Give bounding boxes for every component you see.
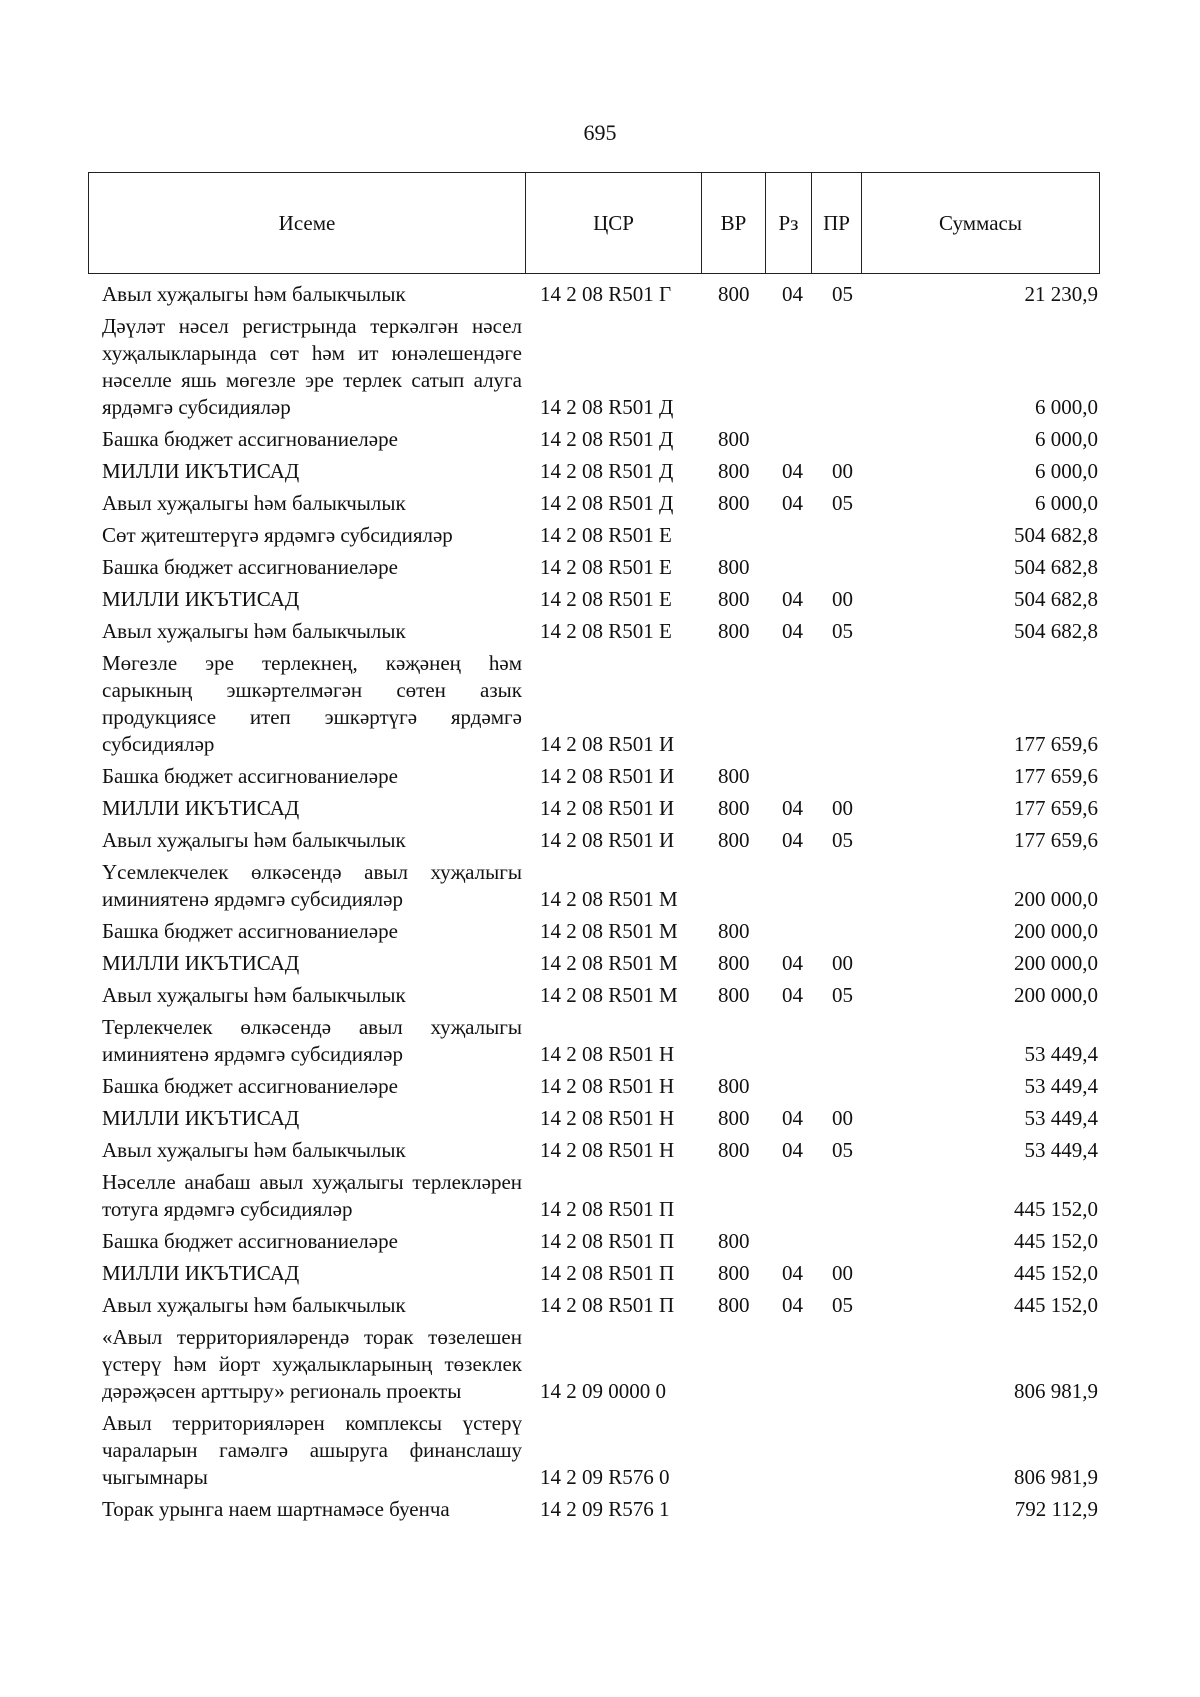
row-name: МИЛЛИ ИКЪТИСАД <box>102 951 300 975</box>
row-vr: 800 <box>718 796 750 820</box>
row-csr: 14 2 08 R501 П <box>540 1293 675 1317</box>
row-rz: 04 <box>782 828 803 852</box>
table-header <box>88 172 1100 274</box>
row-csr: 14 2 08 R501 И <box>540 796 675 820</box>
row-name: Терлекчелек өлкәсендә авыл хуҗалыгы иминиятенә ярдәмгә субсидияләр <box>102 1015 522 1066</box>
table-row <box>88 421 1100 453</box>
row-sum: 21 230,9 <box>1024 282 1098 306</box>
row-sum: 792 112,9 <box>1014 1497 1098 1521</box>
table-row <box>88 1255 1100 1287</box>
row-csr: 14 2 08 R501 И <box>540 764 675 788</box>
row-name: Авыл хуҗалыгы һәм балыкчылык <box>102 1293 406 1317</box>
row-pr: 00 <box>832 587 853 611</box>
row-vr: 800 <box>718 1138 750 1162</box>
row-name: Авыл хуҗалыгы һәм балыкчылык <box>102 983 406 1007</box>
row-name: Башка бюджет ассигнованиеләре <box>102 555 398 579</box>
row-csr: 14 2 08 R501 Н <box>540 1138 675 1162</box>
table-row <box>88 977 1100 1009</box>
row-vr: 800 <box>718 983 750 1007</box>
row-pr: 00 <box>832 1261 853 1285</box>
row-pr: 05 <box>832 1293 853 1317</box>
row-vr: 800 <box>718 919 750 943</box>
row-csr: 14 2 08 R501 Н <box>540 1042 675 1066</box>
row-rz: 04 <box>782 619 803 643</box>
row-name: МИЛЛИ ИКЪТИСАД <box>102 587 300 611</box>
row-csr: 14 2 08 R501 И <box>540 828 675 852</box>
row-sum: 445 152,0 <box>1014 1229 1098 1253</box>
row-name: Башка бюджет ассигнованиеләре <box>102 427 398 451</box>
row-pr: 05 <box>832 1138 853 1162</box>
row-pr: 05 <box>832 619 853 643</box>
row-sum: 806 981,9 <box>1014 1465 1098 1489</box>
row-name: МИЛЛИ ИКЪТИСАД <box>102 1106 300 1130</box>
header-name: Исеме <box>278 210 336 235</box>
header-pr: ПР <box>811 173 861 273</box>
row-vr: 800 <box>718 587 750 611</box>
row-rz: 04 <box>782 1138 803 1162</box>
row-rz: 04 <box>782 282 803 306</box>
row-name: Үсемлекчелек өлкәсендә авыл хуҗалыгы иминиятенә ярдәмгә субсидияләр <box>102 860 522 911</box>
table-row <box>88 1287 1100 1319</box>
row-csr: 14 2 08 R501 П <box>540 1261 675 1285</box>
row-sum: 445 152,0 <box>1014 1261 1098 1285</box>
row-name: Авыл территорияләрен комплексы үстерү чараларын гамәлгә ашыруга финанслашу чыгымнары <box>102 1411 522 1489</box>
row-pr: 00 <box>832 459 853 483</box>
row-rz: 04 <box>782 587 803 611</box>
row-rz: 04 <box>782 951 803 975</box>
header-vr: ВР <box>701 173 765 273</box>
row-csr: 14 2 08 R501 М <box>540 919 678 943</box>
table-row <box>88 613 1100 645</box>
row-name: Нәселле анабаш авыл хуҗалыгы терлекләрен тотуга ярдәмгә субсидияләр <box>102 1170 522 1221</box>
row-name: МИЛЛИ ИКЪТИСАД <box>102 796 300 820</box>
row-csr: 14 2 08 R501 Д <box>540 395 674 419</box>
row-vr: 800 <box>718 459 750 483</box>
row-name: «Авыл территорияләрендә торак төзелешен үстерү һәм йорт хуҗалыкларының төзеклек дәрәҗәсен арттыру» региональ проекты <box>102 1325 522 1403</box>
row-name: Авыл хуҗалыгы һәм балыкчылык <box>102 491 406 515</box>
row-sum: 504 682,8 <box>1014 587 1098 611</box>
row-pr: 00 <box>832 796 853 820</box>
page-number: 695 <box>583 120 617 145</box>
row-sum: 6 000,0 <box>1035 491 1098 515</box>
row-sum: 504 682,8 <box>1014 523 1098 547</box>
row-sum: 200 000,0 <box>1014 887 1098 911</box>
row-vr: 800 <box>718 1261 750 1285</box>
row-sum: 806 981,9 <box>1014 1379 1098 1403</box>
table-row <box>88 581 1100 613</box>
row-name: Башка бюджет ассигнованиеләре <box>102 1074 398 1098</box>
row-csr: 14 2 08 R501 П <box>540 1229 675 1253</box>
table-row <box>88 645 1100 758</box>
table-row <box>88 1100 1100 1132</box>
row-pr: 05 <box>832 828 853 852</box>
row-vr: 800 <box>718 282 750 306</box>
row-name: МИЛЛИ ИКЪТИСАД <box>102 459 300 483</box>
row-sum: 177 659,6 <box>1014 796 1098 820</box>
row-vr: 800 <box>718 555 750 579</box>
row-name: Авыл хуҗалыгы һәм балыкчылык <box>102 282 406 306</box>
header-rz: Рз <box>765 173 811 273</box>
row-name: Сөт җитештерүгә ярдәмгә субсидияләр <box>102 523 453 547</box>
row-csr: 14 2 08 R501 И <box>540 732 675 756</box>
table-row <box>88 758 1100 790</box>
row-name: Мөгезле эре терлекнең, кәҗәнең һәм сарыкның эшкәртелмәгән сөтен азык продукциясе итеп эшкәртүгә ярдәмгә субсидияләр <box>102 651 522 756</box>
table-row <box>88 1009 1100 1068</box>
table-row <box>88 913 1100 945</box>
row-sum: 177 659,6 <box>1014 764 1098 788</box>
row-sum: 177 659,6 <box>1014 732 1098 756</box>
row-csr: 14 2 09 R576 0 <box>540 1465 670 1489</box>
row-vr: 800 <box>718 619 750 643</box>
row-csr: 14 2 08 R501 Д <box>540 427 674 451</box>
row-sum: 504 682,8 <box>1014 555 1098 579</box>
row-rz: 04 <box>782 491 803 515</box>
table-row <box>88 485 1100 517</box>
row-sum: 504 682,8 <box>1014 619 1098 643</box>
row-sum: 200 000,0 <box>1014 919 1098 943</box>
row-sum: 6 000,0 <box>1035 395 1098 419</box>
row-csr: 14 2 08 R501 Д <box>540 459 674 483</box>
row-vr: 800 <box>718 1074 750 1098</box>
row-rz: 04 <box>782 459 803 483</box>
table-row <box>88 1164 1100 1223</box>
row-name: МИЛЛИ ИКЪТИСАД <box>102 1261 300 1285</box>
table-row <box>88 945 1100 977</box>
row-pr: 00 <box>832 951 853 975</box>
row-sum: 6 000,0 <box>1035 459 1098 483</box>
row-sum: 445 152,0 <box>1014 1197 1098 1221</box>
row-vr: 800 <box>718 828 750 852</box>
table-row <box>88 854 1100 913</box>
row-sum: 53 449,4 <box>1024 1074 1098 1098</box>
row-name: Авыл хуҗалыгы һәм балыкчылык <box>102 828 406 852</box>
row-name: Башка бюджет ассигнованиеләре <box>102 919 398 943</box>
row-csr: 14 2 08 R501 Н <box>540 1106 675 1130</box>
row-rz: 04 <box>782 796 803 820</box>
row-sum: 53 449,4 <box>1024 1106 1098 1130</box>
table-row <box>88 453 1100 485</box>
table-body <box>88 276 1100 1523</box>
header-sum: Суммасы <box>861 173 1099 273</box>
table-row <box>88 790 1100 822</box>
table-row <box>88 822 1100 854</box>
row-sum: 53 449,4 <box>1024 1138 1098 1162</box>
row-name: Дәүләт нәсел регистрында теркәлгән нәсел хуҗалыкларында сөт һәм ит юнәлешендәге нәселле яшь мөгезле эре терлек сатып алуга ярдәмгә субсидияләр <box>102 314 522 419</box>
row-vr: 800 <box>718 491 750 515</box>
row-vr: 800 <box>718 427 750 451</box>
row-pr: 05 <box>832 491 853 515</box>
row-vr: 800 <box>718 764 750 788</box>
row-csr: 14 2 08 R501 Е <box>540 523 672 547</box>
row-vr: 800 <box>718 951 750 975</box>
row-csr: 14 2 08 R501 М <box>540 983 678 1007</box>
row-sum: 6 000,0 <box>1035 427 1098 451</box>
table-row <box>88 1223 1100 1255</box>
row-csr: 14 2 08 R501 Г <box>540 282 672 306</box>
row-rz: 04 <box>782 1261 803 1285</box>
row-name: Торак урынга наем шартнамәсе буенча <box>102 1497 450 1521</box>
row-pr: 00 <box>832 1106 853 1130</box>
table-row <box>88 1405 1100 1491</box>
row-csr: 14 2 08 R501 П <box>540 1197 675 1221</box>
row-sum: 445 152,0 <box>1014 1293 1098 1317</box>
row-csr: 14 2 09 0000 0 <box>540 1379 666 1403</box>
row-sum: 53 449,4 <box>1024 1042 1098 1066</box>
row-rz: 04 <box>782 1106 803 1130</box>
row-name: Авыл хуҗалыгы һәм балыкчылык <box>102 1138 406 1162</box>
table-row <box>88 308 1100 421</box>
row-vr: 800 <box>718 1106 750 1130</box>
row-csr: 14 2 08 R501 Е <box>540 619 672 643</box>
table-row <box>88 1319 1100 1405</box>
row-csr: 14 2 08 R501 М <box>540 951 678 975</box>
row-pr: 05 <box>832 282 853 306</box>
table-row <box>88 276 1100 308</box>
row-csr: 14 2 08 R501 Е <box>540 555 672 579</box>
row-rz: 04 <box>782 1293 803 1317</box>
table-row <box>88 549 1100 581</box>
row-rz: 04 <box>782 983 803 1007</box>
row-pr: 05 <box>832 983 853 1007</box>
row-sum: 200 000,0 <box>1014 983 1098 1007</box>
table-row <box>88 1491 1100 1523</box>
row-name: Башка бюджет ассигнованиеләре <box>102 764 398 788</box>
row-csr: 14 2 09 R576 1 <box>540 1497 670 1521</box>
row-sum: 200 000,0 <box>1014 951 1098 975</box>
row-csr: 14 2 08 R501 Н <box>540 1074 675 1098</box>
row-name: Башка бюджет ассигнованиеләре <box>102 1229 398 1253</box>
row-name: Авыл хуҗалыгы һәм балыкчылык <box>102 619 406 643</box>
table-row <box>88 517 1100 549</box>
row-csr: 14 2 08 R501 М <box>540 887 678 911</box>
table-row <box>88 1068 1100 1100</box>
header-csr: ЦСР <box>525 173 701 273</box>
row-sum: 177 659,6 <box>1014 828 1098 852</box>
row-vr: 800 <box>718 1229 750 1253</box>
row-vr: 800 <box>718 1293 750 1317</box>
row-csr: 14 2 08 R501 Д <box>540 491 674 515</box>
row-csr: 14 2 08 R501 Е <box>540 587 672 611</box>
table-row <box>88 1132 1100 1164</box>
